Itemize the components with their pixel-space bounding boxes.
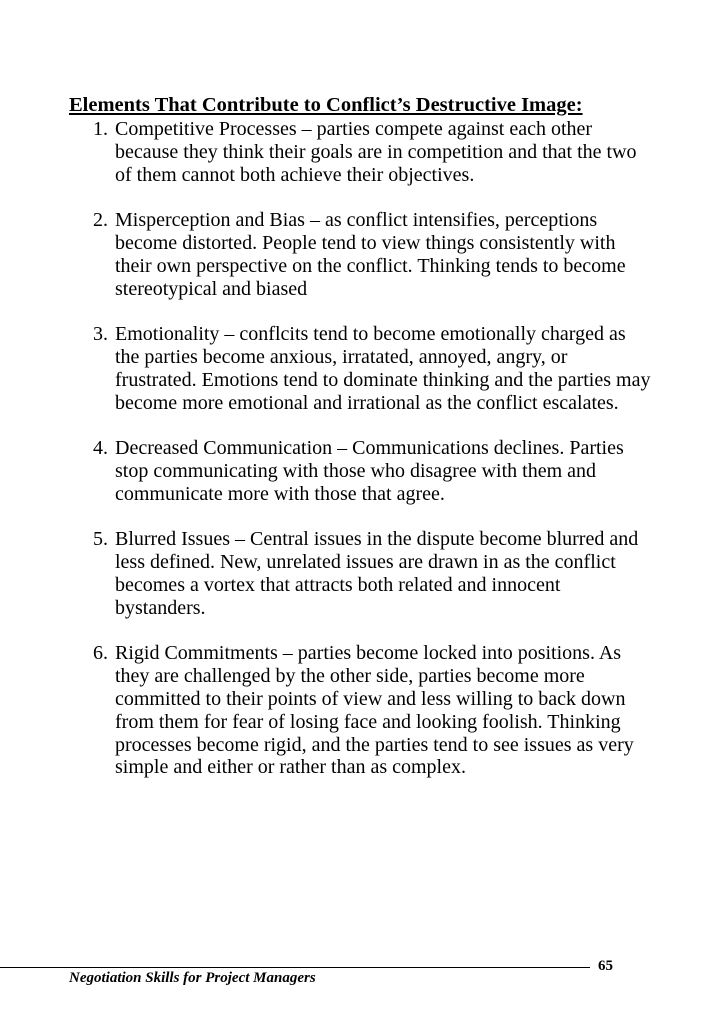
list-item-text: Misperception and Bias – as conflict intensifies, perceptions become distorted. People tend to view things consistently with their own perspective on the conflict. Thinking tends to become stereotypical and biased — [115, 209, 626, 300]
list-item-text: Rigid Commitments – parties become locked into positions. As they are challenged by the other side, parties become more committed to their points of view and less willing to back down from them for fear of losing face and looking foolish. Thinking processes become rigid, and the parties tend to see issues as very simple and either or rather than as complex. — [115, 642, 634, 779]
list-item — [93, 323, 653, 414]
list-item — [93, 118, 653, 186]
list-item-number: 4. — [93, 437, 108, 460]
list-item — [93, 642, 653, 779]
list-item-number: 6. — [93, 642, 108, 665]
list-item — [93, 437, 653, 505]
list-item-number: 3. — [93, 323, 108, 346]
list-item — [93, 528, 653, 619]
list-item-number: 1. — [93, 118, 108, 140]
list-item-text: Emotionality – conflcits tend to become emotionally charged as the parties become anxious, irratated, annoyed, angry, or frustrated. Emotions tend to dominate thinking and the parties may become more emotional and irrational as the conflict escalates. — [115, 323, 651, 414]
list-item — [93, 209, 653, 300]
list-item-number: 2. — [93, 209, 108, 232]
list-item-number: 5. — [93, 528, 108, 551]
list-item-text: Decreased Communication – Communications declines. Parties stop communicating with those who disagree with them and communicate more with those that agree. — [115, 437, 624, 505]
list-item-text: Competitive Processes – parties compete against each other because they think their goals are in competition and that the two of them cannot both achieve their objectives. — [115, 118, 637, 186]
contributing-elements-list — [93, 118, 653, 802]
footer-book-title: Negotiation Skills for Project Managers — [69, 970, 316, 986]
section-heading: Elements That Contribute to Conflict’s Destructive Image: — [69, 94, 583, 116]
list-item-text: Blurred Issues – Central issues in the dispute become blurred and less defined. New, unrelated issues are drawn in as the conflict becomes a vortex that attracts both related and innocent bystanders. — [115, 528, 639, 619]
page-number: 65 — [598, 958, 613, 974]
